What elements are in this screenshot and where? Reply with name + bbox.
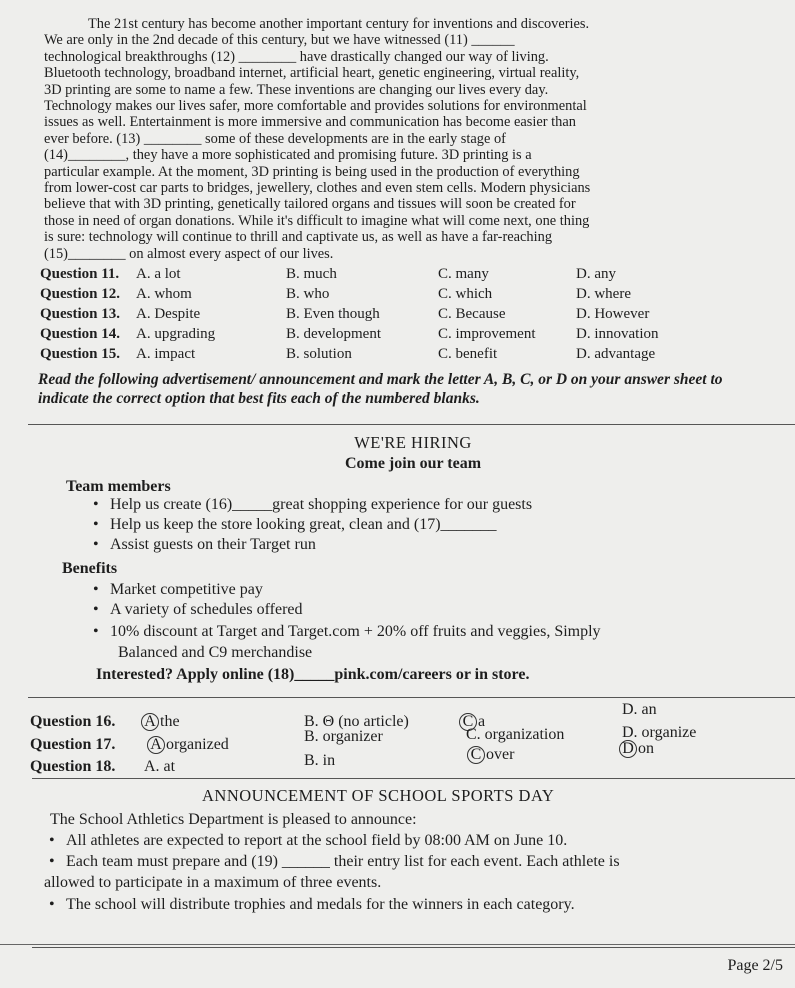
passage-line: believe that with 3D printing, genetically tailored organs and tissues will soon be created for — [44, 196, 576, 213]
option-b[interactable]: B. in — [304, 752, 336, 769]
option-c[interactable]: C. which — [438, 286, 493, 302]
announcement-title: ANNOUNCEMENT OF SCHOOL SPORTS DAY — [202, 786, 555, 805]
option-a[interactable]: A the — [144, 713, 180, 731]
question-label: Question 15. — [40, 346, 121, 362]
option-b[interactable]: B. much — [286, 266, 337, 282]
benefit-item: • 10% discount at Target and Target.com + 20% off fruits and veggies, Simply — [110, 623, 601, 641]
passage-line: Bluetooth technology, broadband internet, artificial heart, genetic engineering, virtual reality, — [44, 65, 580, 82]
hiring-ad-box — [28, 424, 795, 698]
option-a[interactable]: A. whom — [136, 286, 192, 302]
announcement-item: • Each team must prepare and (19) ______ their entry list for each event. Each athlete is — [66, 853, 620, 871]
option-d[interactable]: D. where — [576, 286, 631, 302]
passage-line: Technology makes our lives safer, more comfortable and provides solutions for environmental — [44, 98, 587, 115]
circled-letter: A — [141, 713, 159, 731]
option-c[interactable]: C a — [462, 713, 485, 731]
circled-letter: D — [619, 740, 637, 758]
benefit-item-continued: Balanced and C9 merchandise — [118, 644, 313, 661]
option-b[interactable]: B. organizer — [304, 728, 383, 745]
question-label: Question 18. — [30, 758, 116, 775]
passage-line: from lower-cost car parts to bridges, jewellery, clothes and even stem cells. Modern physicians — [44, 180, 591, 197]
passage-line: technological breakthroughs (12) ________ have drastically changed our way of living. — [44, 48, 549, 65]
passage-line: ever before. (13) ________ some of these developments are in the early stage of — [44, 130, 506, 147]
passage-line: 3D printing are some to name a few. These inventions are changing our lives every day. — [44, 81, 549, 98]
passage-line: issues as well. Entertainment is more immersive and communication has become easier than — [44, 114, 576, 131]
hiring-title: WE'RE HIRING — [354, 433, 472, 452]
question-label: Question 17. — [30, 736, 116, 753]
passage-line: The 21st century has become another important century for inventions and discoveries. — [88, 16, 590, 32]
option-c[interactable]: C. improvement — [438, 326, 536, 342]
question-label: Question 14. — [40, 326, 121, 342]
circled-letter: A — [147, 736, 165, 754]
passage-line: particular example. At the moment, 3D printing is being used in the production of everything — [44, 163, 580, 180]
option-a[interactable]: A organized — [150, 736, 229, 754]
option-c[interactable]: C over — [470, 746, 514, 764]
benefit-item: • A variety of schedules offered — [110, 601, 303, 619]
footer-rule — [0, 944, 795, 945]
announcement-box — [32, 778, 795, 948]
section-instruction: Read the following advertisement/ announcement and mark the letter A, B, C, or D on your answer sheet to indicate the correct option that best fits each of the numbered blanks. — [38, 371, 723, 407]
apply-line: Interested? Apply online (18)_____pink.com/careers or in store. — [96, 666, 530, 683]
option-a[interactable]: A. upgrading — [136, 326, 216, 342]
team-item: • Help us keep the store looking great, clean and (17)_______ — [110, 516, 497, 534]
hiring-subtitle: Come join our team — [344, 455, 482, 472]
option-d[interactable]: D. any — [576, 266, 616, 282]
question-label: Question 12. — [40, 286, 121, 302]
option-b[interactable]: B. Even though — [286, 306, 380, 322]
option-d[interactable]: D. innovation — [576, 326, 659, 342]
option-c[interactable]: C. Because — [438, 306, 506, 322]
question-label: Question 16. — [30, 713, 116, 730]
circled-letter: C — [467, 746, 485, 764]
passage-line: is sure: technology will continue to thrill and captivate us, as well as have a far-reaching — [44, 229, 553, 246]
option-d[interactable]: D on — [622, 740, 654, 758]
option-c[interactable]: C. many — [438, 266, 489, 282]
reading-passage — [44, 16, 724, 262]
option-c[interactable]: C. organization — [466, 726, 565, 743]
page-number: Page 2/5 — [727, 957, 783, 974]
option-b[interactable]: B. Θ (no article) — [304, 713, 409, 730]
passage-line: (14)________, they have a more sophisticated and promising future. 3D printing is a — [44, 147, 532, 164]
option-d[interactable]: D. advantage — [576, 346, 656, 362]
benefits-heading: Benefits — [62, 560, 118, 577]
option-a[interactable]: A. at — [144, 758, 176, 775]
option-b[interactable]: B. who — [286, 286, 330, 302]
circled-letter: C — [459, 713, 477, 731]
option-d[interactable]: D. an — [622, 701, 657, 718]
passage-line: We are only in the 2nd decade of this century, but we have witnessed (11) ______ — [44, 32, 515, 49]
announcement-item-continued: allowed to participate in a maximum of three events. — [44, 874, 382, 891]
option-b[interactable]: B. development — [286, 326, 381, 342]
team-heading: Team members — [66, 478, 171, 495]
announcement-intro: The School Athletics Department is pleased to announce: — [50, 811, 417, 828]
option-b[interactable]: B. solution — [286, 346, 352, 362]
option-a[interactable]: A. a lot — [136, 266, 181, 282]
option-c[interactable]: C. benefit — [438, 346, 498, 362]
announcement-item: • The school will distribute trophies and medals for the winners in each category. — [66, 896, 575, 914]
question-label: Question 11. — [40, 266, 120, 282]
passage-line: those in need of organ donations. While it's difficult to imagine what will come next, one thing — [44, 212, 590, 229]
question-label: Question 13. — [40, 306, 121, 322]
passage-line: (15)________ on almost every aspect of our lives. — [44, 245, 334, 262]
option-d[interactable]: D. organize — [622, 724, 697, 741]
announcement-item: • All athletes are expected to report at the school field by 08:00 AM on June 10. — [66, 832, 567, 850]
benefit-item: • Market competitive pay — [110, 581, 263, 599]
option-a[interactable]: A. Despite — [136, 306, 201, 322]
option-d[interactable]: D. However — [576, 306, 650, 322]
option-a[interactable]: A. impact — [136, 346, 196, 362]
team-item: • Help us create (16)_____great shopping experience for our guests — [110, 496, 532, 514]
team-item: • Assist guests on their Target run — [110, 536, 316, 554]
